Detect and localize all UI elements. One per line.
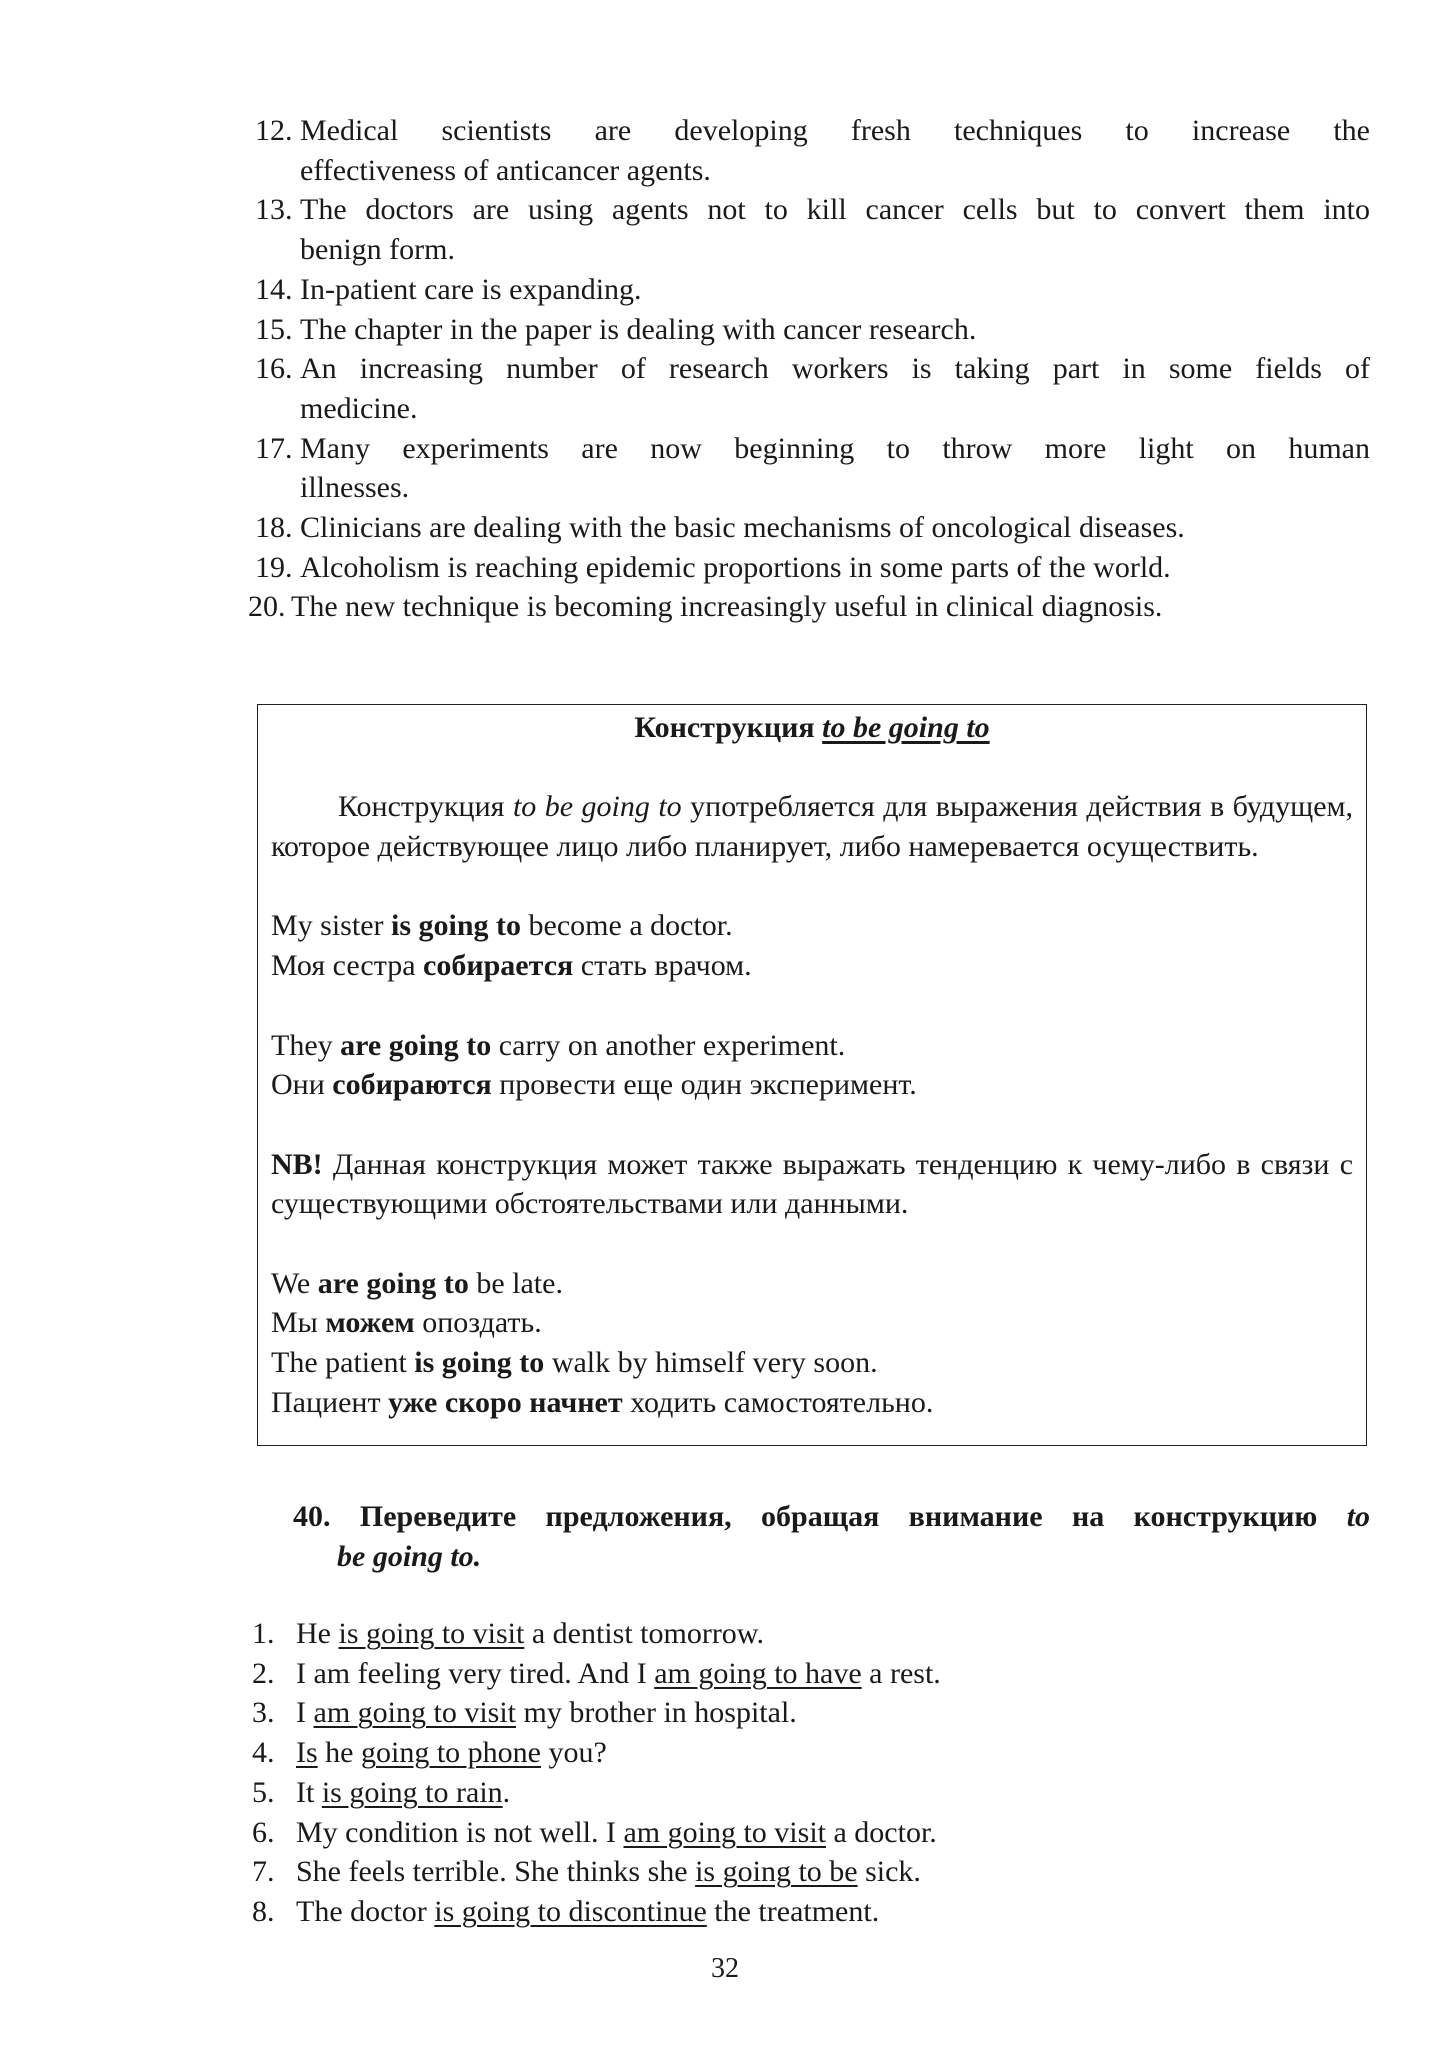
- spacer: [271, 1224, 1353, 1264]
- exercise-sentence-6: [252, 1813, 1367, 1853]
- exercise-heading-line-1: [293, 1497, 1370, 1537]
- sentence-text: .: [502, 1775, 511, 1809]
- list-item-18: [255, 508, 1370, 548]
- example-text: Мы: [271, 1306, 318, 1340]
- item-text: The chapter in the paper is dealing with cancer research.: [300, 312, 977, 346]
- example-text: провести еще один эксперимент.: [499, 1068, 917, 1102]
- example-1-russian: [271, 946, 1353, 986]
- underlined-phrase: is going to rain: [321, 1775, 503, 1809]
- list-item-16-continuation: [255, 389, 1370, 429]
- underlined-phrase: Is: [296, 1736, 318, 1770]
- example-text: carry on another experiment.: [498, 1028, 846, 1062]
- underlined-phrase: is going to discontinue: [434, 1894, 707, 1928]
- item-number: 14.: [255, 272, 293, 306]
- box-title-prefix: Конструкция: [634, 711, 815, 744]
- exercise-sentence-3: [252, 1693, 1367, 1733]
- underlined-phrase: am going to visit: [313, 1696, 516, 1730]
- sentence-text: my brother in hospital.: [516, 1696, 797, 1730]
- list-item-12: [255, 111, 1370, 151]
- sentence-text: you?: [541, 1736, 607, 1770]
- list-item-12-continuation: [255, 151, 1370, 191]
- item-number: 4.: [252, 1736, 275, 1770]
- box-title: [271, 708, 1353, 748]
- list-item-15: [255, 310, 1370, 350]
- example-text: ходить самостоятельно.: [630, 1385, 934, 1419]
- sentence-text: I am feeling very tired. And I: [296, 1656, 655, 1690]
- example-text: Пациент: [271, 1385, 381, 1419]
- example-text: They: [271, 1028, 333, 1062]
- spacer: [271, 986, 1353, 1026]
- exercise-sentence-8: [252, 1892, 1367, 1932]
- exercise-heading-line-2: [293, 1537, 1370, 1577]
- item-text: The new technique is becoming increasingly useful in clinical diagnosis.: [291, 590, 1163, 624]
- sentence-list-continued: [248, 111, 1370, 627]
- item-text-continued: illnesses.: [300, 471, 410, 505]
- exercise-sentence-4: [252, 1733, 1367, 1773]
- underlined-phrase: going to phone: [361, 1736, 541, 1770]
- sentence-text: a rest.: [861, 1656, 941, 1690]
- sentence-text: the treatment.: [706, 1894, 880, 1928]
- list-item-13-continuation: [255, 230, 1370, 270]
- list-item-20: [248, 587, 1370, 627]
- exercise-sentence-1: [252, 1614, 1367, 1654]
- sentence-text: a doctor.: [825, 1815, 937, 1849]
- item-text: The doctors are using agents not to kill cancer cells but to convert them into: [300, 193, 1370, 227]
- item-text-continued: effectiveness of anticancer agents.: [300, 153, 711, 187]
- grammar-rule-box: [257, 704, 1367, 1446]
- sentence-text: I: [296, 1696, 314, 1730]
- rule-prefix: Конструкция: [338, 790, 505, 824]
- example-4-english: [271, 1343, 1353, 1383]
- sentence-text: My condition is not well. I: [296, 1815, 624, 1849]
- exercise-heading: [293, 1497, 1370, 1576]
- example-text: be late.: [476, 1266, 563, 1300]
- item-number: 2.: [252, 1656, 275, 1690]
- item-text: An increasing number of research workers is taking part in some fields of: [300, 352, 1370, 386]
- list-item-14: [255, 270, 1370, 310]
- exercise-phrase-end: be going to.: [337, 1539, 482, 1573]
- sentence-text: a dentist tomorrow.: [524, 1617, 765, 1650]
- underlined-phrase: am going to visit: [623, 1815, 826, 1849]
- list-item-19: [255, 548, 1370, 588]
- exercise-sentence-5: [252, 1773, 1367, 1813]
- nb-label: NB!: [271, 1147, 323, 1181]
- list-item-13: [255, 190, 1370, 230]
- example-key-phrase: are going to: [340, 1028, 492, 1062]
- list-item-17: [255, 429, 1370, 469]
- rule-explanation: [271, 787, 1353, 866]
- example-text: We: [271, 1266, 311, 1300]
- item-number: 13.: [255, 193, 293, 227]
- item-number: 15.: [255, 312, 293, 346]
- exercise-phrase-start: to: [1346, 1500, 1371, 1533]
- item-number: 5.: [252, 1775, 275, 1809]
- example-3-english: [271, 1264, 1353, 1304]
- sentence-text: he: [317, 1736, 361, 1770]
- underlined-phrase: is going to visit: [338, 1617, 525, 1650]
- item-number: 18.: [255, 511, 293, 545]
- item-number: 6.: [252, 1815, 275, 1849]
- item-number: 19.: [255, 550, 293, 584]
- underlined-phrase: am going to have: [654, 1656, 862, 1690]
- sentence-text: She feels terrible. She thinks she: [296, 1855, 696, 1889]
- example-2-russian: [271, 1065, 1353, 1105]
- example-2-english: [271, 1026, 1353, 1066]
- rule-text: употребляется для выражения действия в будущем, которое действующее лицо либо планирует, либо намеревается осуществить.: [271, 790, 1354, 864]
- item-text-continued: medicine.: [300, 391, 418, 425]
- page-number: 32: [711, 1953, 739, 1984]
- example-text: Они: [271, 1068, 325, 1102]
- example-key-phrase: уже скоро начнет: [388, 1385, 623, 1419]
- example-text: walk by himself very soon.: [551, 1346, 878, 1380]
- list-item-17-continuation: [255, 468, 1370, 508]
- item-number: 8.: [252, 1894, 275, 1928]
- item-text: Alcoholism is reaching epidemic proportions in some parts of the world.: [300, 550, 1171, 584]
- example-1-english: [271, 906, 1353, 946]
- example-3-russian: [271, 1303, 1353, 1343]
- example-text: My sister: [271, 909, 384, 943]
- exercise-number: 40.: [293, 1500, 331, 1533]
- example-key-phrase: можем: [325, 1306, 415, 1340]
- item-text: Medical scientists are developing fresh techniques to increase the: [300, 114, 1370, 147]
- sentence-text: He: [296, 1617, 339, 1650]
- item-number: 12.: [255, 114, 293, 147]
- example-key-phrase: собирается: [423, 949, 574, 983]
- rule-phrase: to be going to: [512, 790, 682, 824]
- exercise-sentence-7: [252, 1852, 1367, 1892]
- example-key-phrase: is going to: [414, 1346, 545, 1380]
- item-text: Clinicians are dealing with the basic mechanisms of oncological diseases.: [300, 511, 1185, 545]
- item-number: 3.: [252, 1696, 275, 1730]
- nb-text: Данная конструкция может также выражать тенденцию к чему-либо в связи с существующими обстоятельствами или данными.: [271, 1147, 1354, 1221]
- sentence-text: sick.: [857, 1855, 921, 1889]
- list-item-16: [255, 349, 1370, 389]
- exercise-instruction: Переведите предложения, обращая внимание на конструкцию: [359, 1500, 1318, 1533]
- box-title-phrase: to be going to: [822, 711, 990, 744]
- example-text: The patient: [271, 1346, 407, 1380]
- example-text: Моя сестра: [271, 949, 416, 983]
- example-key-phrase: собираются: [332, 1068, 492, 1102]
- exercise-sentence-2: [252, 1654, 1367, 1694]
- item-number: 1.: [252, 1617, 275, 1650]
- example-text: стать врачом.: [580, 949, 752, 983]
- example-text: become a doctor.: [528, 909, 733, 943]
- sentence-text: The doctor: [296, 1894, 435, 1928]
- underlined-phrase: is going to be: [695, 1855, 858, 1889]
- item-number: 16.: [255, 352, 293, 386]
- example-key-phrase: is going to: [391, 909, 522, 943]
- example-text: опоздать.: [422, 1306, 542, 1340]
- item-text-continued: benign form.: [300, 233, 455, 267]
- item-number: 7.: [252, 1855, 275, 1889]
- example-key-phrase: are going to: [317, 1266, 469, 1300]
- item-number: 20.: [248, 590, 286, 624]
- item-text: Many experiments are now beginning to throw more light on human: [300, 431, 1370, 465]
- nb-note: [271, 1145, 1353, 1224]
- spacer: [271, 867, 1353, 907]
- exercise-sentence-list: [252, 1614, 1367, 1932]
- item-number: 17.: [255, 431, 293, 465]
- spacer: [271, 1105, 1353, 1145]
- example-4-russian: [271, 1383, 1353, 1423]
- item-text: In-patient care is expanding.: [300, 272, 642, 306]
- sentence-text: It: [296, 1775, 322, 1809]
